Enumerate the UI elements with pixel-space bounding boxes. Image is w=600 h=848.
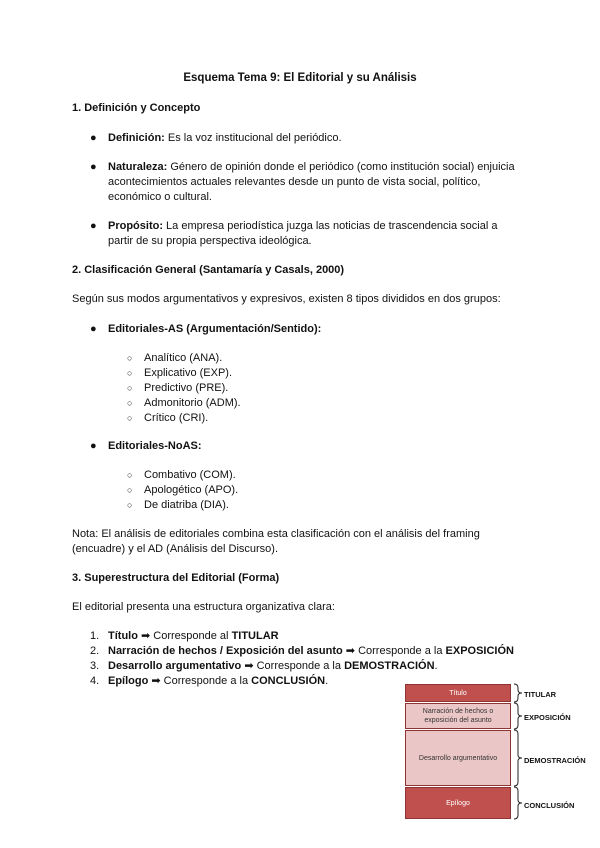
bracket-demostracion bbox=[514, 730, 522, 786]
definition-text: Es la voz institucional del periódico. bbox=[164, 132, 342, 144]
diagram-box-epilogo: Epílogo bbox=[405, 787, 511, 819]
section-3-intro: El editorial presenta una estructura organizativa clara: bbox=[72, 601, 335, 613]
term: Propósito: bbox=[108, 220, 163, 232]
term: Naturaleza: bbox=[108, 161, 168, 173]
circle-bullet-icon: ○ bbox=[127, 500, 133, 510]
arrow-icon: ➡ bbox=[241, 660, 257, 672]
text-line: económico o cultural. bbox=[108, 191, 212, 203]
circle-bullet-icon: ○ bbox=[127, 470, 133, 480]
text-line: Nota: El análisis de editoriales combina esta clasificación con el análisis del framing bbox=[72, 528, 480, 540]
term: Definición: bbox=[108, 132, 165, 144]
document-title: Esquema Tema 9: El Editorial y su Análisis bbox=[183, 72, 417, 84]
section-2-intro: Según sus modos argumentativos y expresivos, existen 8 tipos divididos en dos grupos: bbox=[72, 293, 501, 305]
arrow-icon: ➡ bbox=[137, 630, 154, 642]
circle-bullet-icon: ○ bbox=[127, 383, 133, 393]
bullet-icon: ● bbox=[90, 220, 97, 232]
text-line: La empresa periodística juzga las noticias de trascendencia social a bbox=[163, 220, 498, 232]
text-line: (encuadre) y el AD (Análisis del Discurso). bbox=[72, 543, 279, 555]
text-line: partir de su propia perspectiva ideológica. bbox=[108, 235, 312, 247]
diagram-label-demostracion: DEMOSTRACIÓN bbox=[524, 756, 586, 765]
group-label: Editoriales-AS (Argumentación/Sentido): bbox=[108, 323, 322, 335]
diagram-box-desarrollo: Desarrollo argumentativo bbox=[405, 730, 511, 786]
circle-bullet-icon: ○ bbox=[127, 353, 133, 363]
arrow-icon: ➡ bbox=[148, 675, 164, 687]
circle-bullet-icon: ○ bbox=[127, 485, 133, 495]
diagram-label-titular: TITULAR bbox=[524, 690, 557, 699]
circle-bullet-icon: ○ bbox=[127, 413, 133, 423]
bullet-icon: ● bbox=[90, 323, 97, 335]
bracket-conclusion bbox=[514, 787, 522, 819]
bullet-icon: ● bbox=[90, 440, 97, 452]
circle-bullet-icon: ○ bbox=[127, 368, 133, 378]
classification-note bbox=[72, 527, 532, 557]
section-3-heading: 3. Superestructura del Editorial (Forma) bbox=[72, 572, 280, 584]
diagram-box-narracion: Narración de hechos o exposición del asunto bbox=[405, 703, 511, 729]
bullet-icon: ● bbox=[90, 161, 97, 173]
circle-bullet-icon: ○ bbox=[127, 398, 133, 408]
diagram-box-titulo: Título bbox=[405, 684, 511, 702]
group-label: Editoriales-NoAS: bbox=[108, 440, 202, 452]
document-page: Esquema Tema 9: El Editorial y su Análisis 1. Definición y Concepto ● Definición: Es la voz institucional del periódico. ● Naturaleza: Género de opinión donde el periódico (como institución social) enjuicia acontecimientos actuales relevantes desde un punto de vista social, político, económico o cultural. ● Propósito: La empresa periodística juzga las noticias de trascendencia social a partir de su propia perspectiva ideológica. 2. Clasificación General (Santamaría y Casals, 2000) Según sus modos argumentativos y expresivos, existen 8 tipos divididos en dos grupos: ● Editoriales-AS (Argumentación/Sentido): ○ Analítico (ANA). ○ Explicativo (EXP). ○ Predictivo (PRE). ○ Admonitorio (ADM). ○ Crítico (CRI). ● Editoriales-NoAS: ○ Combativo (COM). ○ Apologético (APO). ○ De diatriba (DIA). Nota: El análisis de editoriales combina esta clasificación con el análisis del framing (encuadre) y el AD (Análisis del Discurso). 3. Superestructura del Editorial (Forma) El editorial presenta una estructura organizativa clara: 1. Título ➡ Corresponde al TITULAR 2. Narración de hechos / Exposición del asunto ➡ Corresponde a la EXPOSICIÓN 3. Desarrollo argumentativo ➡ Corresponde a la DEMOSTRACIÓN. 4. Epílogo ➡ Corresponde a la CONCLUSIÓN. Título Narración de hechos o exposición del asunto Desarrollo argumentativo Epílogo TITULAR EXPOSICIÓN DEMOSTRACIÓN CONCLUSIÓN bbox=[0, 0, 600, 848]
text-line: Género de opinión donde el periódico (como institución social) enjuicia bbox=[167, 161, 515, 173]
diagram-label-conclusion: CONCLUSIÓN bbox=[524, 801, 575, 810]
section-2-heading: 2. Clasificación General (Santamaría y Casals, 2000) bbox=[72, 264, 345, 276]
bracket-titular bbox=[514, 684, 522, 702]
arrow-icon: ➡ bbox=[342, 645, 359, 657]
bullet-icon: ● bbox=[90, 132, 97, 144]
diagram-label-exposicion: EXPOSICIÓN bbox=[524, 713, 571, 722]
bracket-exposicion bbox=[514, 703, 522, 729]
section-1-heading: 1. Definición y Concepto bbox=[72, 102, 201, 114]
text-line: acontecimientos actuales relevantes desde un punto de vista social, político, bbox=[108, 176, 481, 188]
